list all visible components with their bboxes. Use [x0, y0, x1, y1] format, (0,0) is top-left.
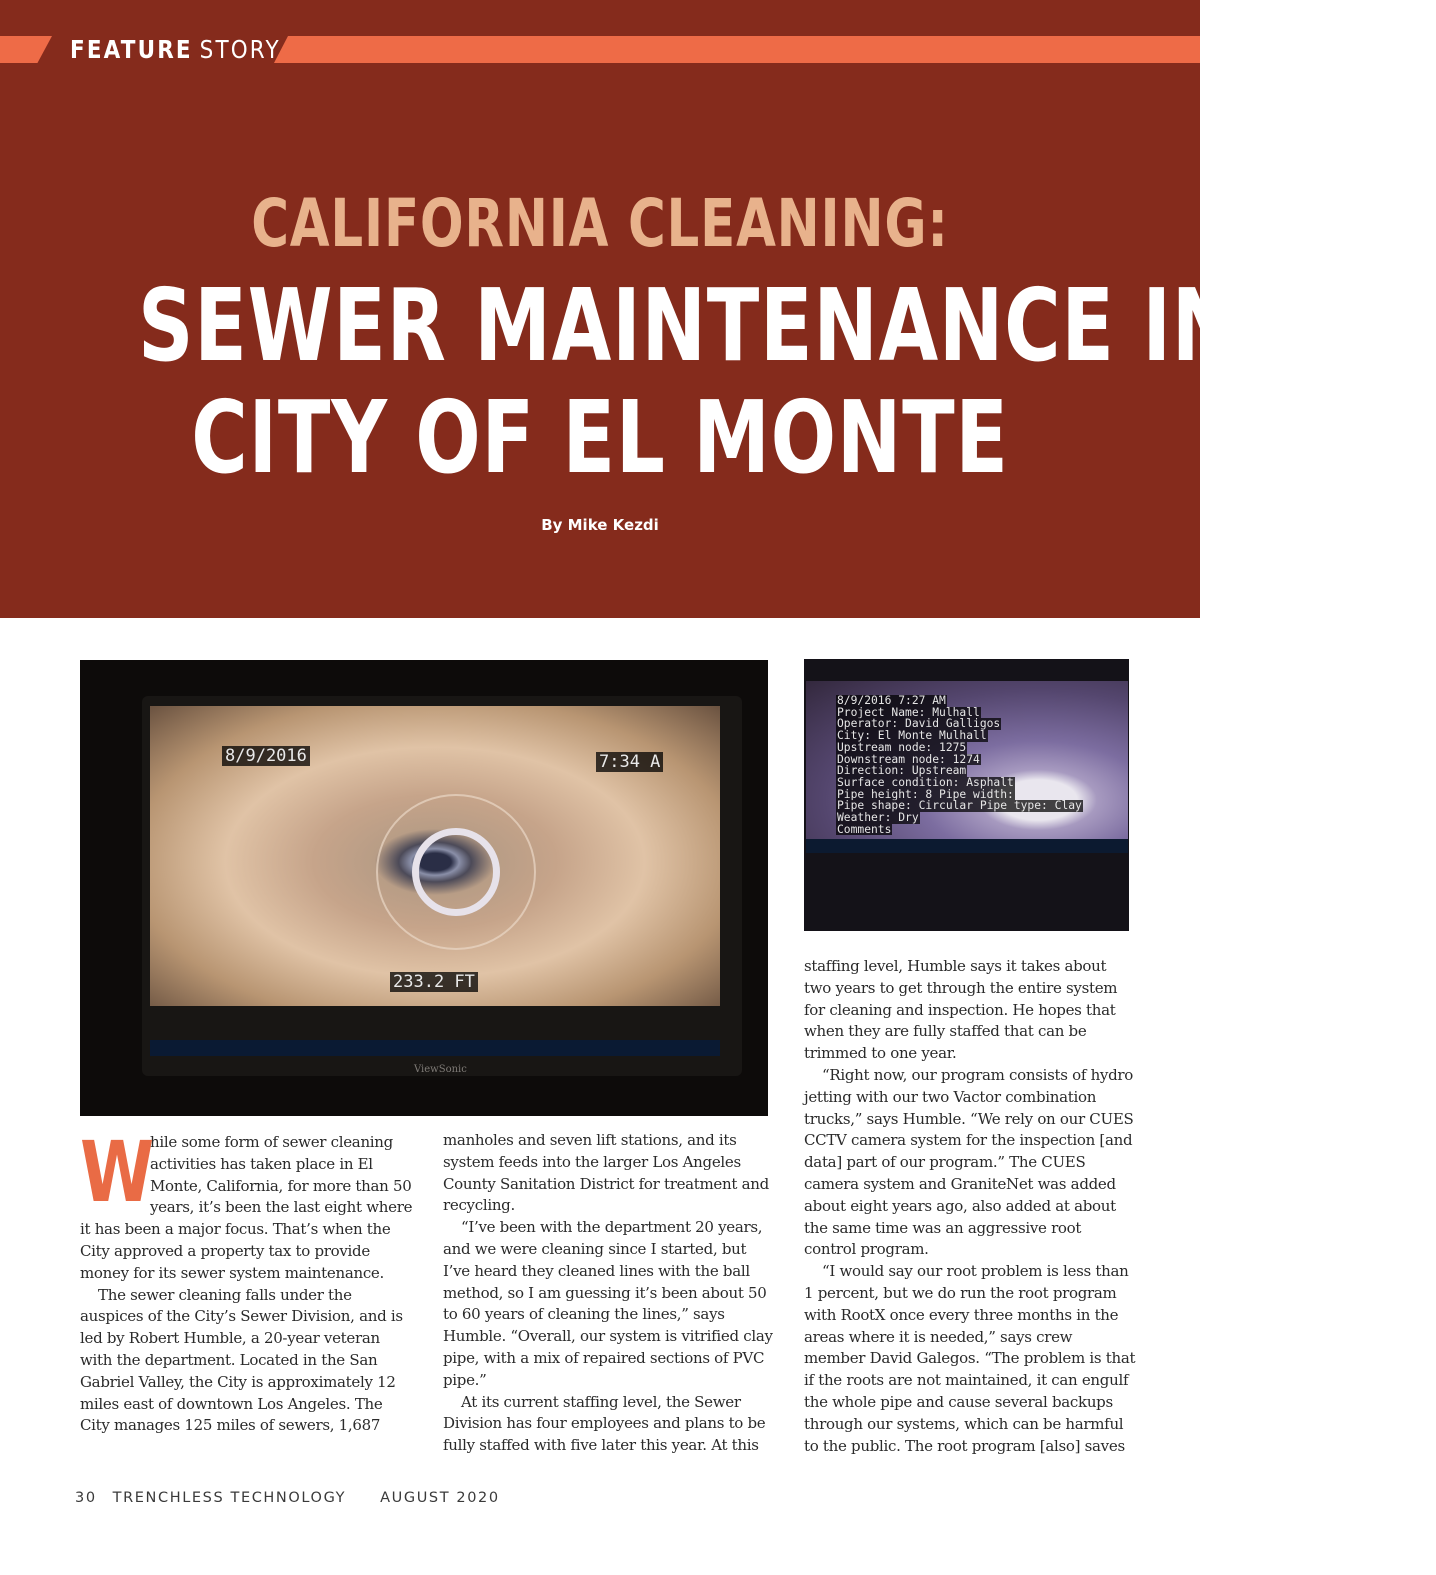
- overlay-line: Weather: Dry: [837, 811, 919, 825]
- overlay-line: Upstream node: 1275: [837, 740, 967, 754]
- paragraph: manholes and seven lift stations, and its system feeds into the larger Los Angeles County Sanitation District for treatment and recycling.: [443, 1131, 769, 1215]
- overlay-line: Direction: Upstream: [837, 764, 967, 778]
- overlay-line: Pipe height: 8 Pipe width:: [837, 787, 1014, 801]
- stripe-right: [274, 36, 1200, 63]
- paragraph: hile some form of sewer cleaning activities has taken place in El Monte, California, for more than 50 years, it’s been the last eight where it has been a major focus. That’s when the City approved a property tax to provide money for its sewer system maintenance.: [80, 1133, 413, 1282]
- overlay-line: Downstream node: 1274: [837, 752, 980, 766]
- overlay-date: 8/9/2016: [222, 746, 310, 766]
- paragraph: “Right now, our program consists of hydro jetting with our two Vactor combination trucks,” says Humble. “We rely on our CUES CCTV camera system for the inspection [and data] part of our program.” The CUES camera system and GraniteNet was added about eight years ago, also added at about the same time was an aggressive root control program.: [804, 1065, 1134, 1259]
- photo-sewer-camera-monitor: [80, 660, 768, 1116]
- article-column-2: [443, 1130, 776, 1457]
- page-footer: [75, 1490, 500, 1506]
- paragraph: “I’ve been with the department 20 years, and we were cleaning since I started, but I’ve heard they cleaned lines with the ball method, so I am guessing it’s been about 50 to 60 years of cleaning the lines,” says Humble. “Overall, our system is vitrified clay pipe, with a mix of repaired sections of PVC pipe.”: [443, 1218, 773, 1389]
- overlay-line: Project Name: Mulhall: [837, 705, 980, 719]
- inspection-data-overlay: [836, 695, 1083, 835]
- drop-cap: W: [80, 1123, 154, 1221]
- overlay-time: 7:34 A: [596, 752, 663, 772]
- publication-name: TRENCHLESS TECHNOLOGY: [112, 1490, 347, 1506]
- headline-line-1: SEWER MAINTENANCE IN THE: [138, 267, 1436, 384]
- screen-taskbar-side: [806, 839, 1128, 853]
- article-column-1: [80, 1123, 413, 1437]
- photo-inspection-overlay: [804, 659, 1129, 931]
- section-label-bold: FEATURE: [70, 35, 193, 64]
- overlay-line: Comments: [837, 822, 892, 836]
- section-label-light: STORY: [199, 35, 281, 64]
- paragraph: At its current staffing level, the Sewer Division has four employees and plans to be fully staffed with five later this year. At this: [443, 1392, 766, 1455]
- headline-line-2: CITY OF EL MONTE: [191, 379, 1009, 496]
- byline: By Mike Kezdi: [541, 516, 659, 534]
- overlay-line: City: El Monte Mulhall: [837, 729, 987, 743]
- monitor-brand: ViewSonic: [414, 1064, 467, 1075]
- screen-taskbar: [150, 1040, 720, 1056]
- paragraph: “I would say our root problem is less than 1 percent, but we do run the root program with RootX once every three months in the areas where it is needed,” says crew member David Galegos. “The problem is that if the roots are not maintained, it can engulf the whole pipe and cause several backups through our systems, which can be harmful to the public. The root program [also] saves: [804, 1262, 1136, 1455]
- stripe-left: [0, 36, 52, 63]
- overlay-line: 8/9/2016 7:27 AM: [837, 694, 946, 707]
- pipe-view: [150, 706, 720, 1006]
- overlay-line: Pipe shape: Circular Pipe type: Clay: [837, 799, 1082, 813]
- paragraph: staffing level, Humble says it takes about two years to get through the entire system for cleaning and inspection. He hopes that when they are fully staffed that can be trimmed to one year.: [804, 957, 1118, 1063]
- overlay-distance: 233.2 FT: [390, 972, 478, 992]
- pipe-end-ring: [412, 828, 500, 916]
- title-kicker: CALIFORNIA CLEANING:: [251, 185, 949, 262]
- overlay-line: Operator: David Galligos: [837, 717, 1001, 731]
- overlay-line: Surface condition: Asphalt: [837, 775, 1014, 789]
- section-label: [70, 34, 281, 66]
- paragraph: The sewer cleaning falls under the auspices of the City’s Sewer Division, and is led by Robert Humble, a 20-year veteran with the department. Located in the San Gabriel Valley, the City is approximately 12 miles east of downtown Los Angeles. The City manages 125 miles of sewers, 1,687: [80, 1285, 403, 1435]
- hero-banner: [0, 0, 1436, 618]
- headline: [0, 267, 1436, 496]
- issue-date: AUGUST 2020: [380, 1490, 500, 1506]
- article-column-3: [804, 956, 1137, 1457]
- page-number: 30: [75, 1490, 97, 1506]
